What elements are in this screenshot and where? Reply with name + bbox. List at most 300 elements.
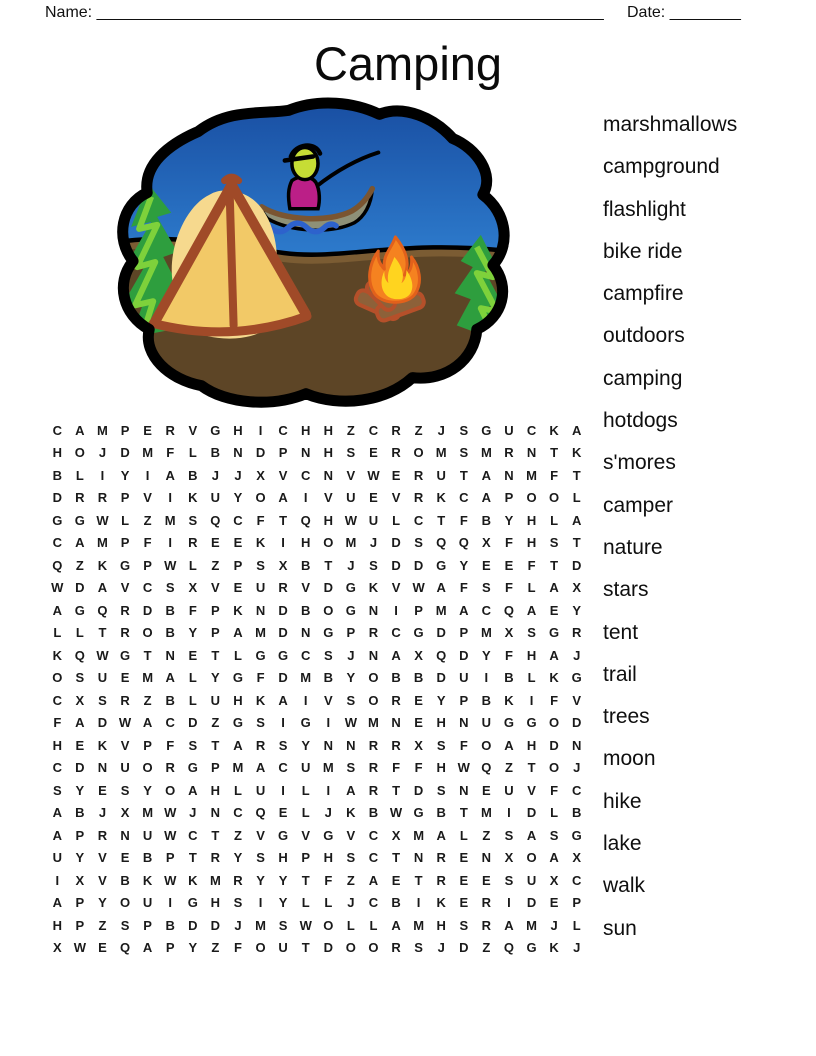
grid-letter: S: [504, 872, 514, 888]
grid-letter: G: [119, 557, 131, 573]
grid-letter: V: [143, 490, 152, 506]
grid-letter: R: [120, 625, 130, 641]
grid-letter: P: [278, 445, 288, 461]
grid-letter: T: [459, 467, 468, 483]
grid-letter: A: [346, 782, 356, 798]
grid-letter: F: [166, 445, 175, 461]
word-item: hike: [603, 789, 642, 813]
grid-letter: R: [413, 467, 424, 483]
grid-letter: F: [459, 512, 468, 528]
grid-letter: H: [233, 692, 243, 708]
grid-letter: B: [323, 670, 333, 686]
grid-letter: D: [459, 647, 469, 663]
grid-letter: F: [504, 647, 513, 663]
grid-letter: A: [549, 580, 559, 596]
grid-letter: K: [255, 692, 266, 708]
grid-letter: Y: [188, 625, 198, 641]
grid-letter: M: [232, 760, 244, 776]
grid-letter: X: [504, 850, 514, 866]
grid-letter: U: [210, 490, 221, 506]
grid-letter: N: [210, 805, 221, 821]
grid-letter: J: [437, 940, 445, 956]
grid-letter: A: [75, 422, 85, 438]
grid-letter: J: [550, 917, 558, 933]
grid-letter: V: [323, 692, 333, 708]
grid-letter: C: [391, 625, 401, 641]
grid-letter: T: [279, 512, 288, 528]
grid-letter: E: [459, 850, 469, 866]
grid-letter: G: [278, 647, 289, 663]
grid-letter: J: [347, 895, 355, 911]
grid-letter: U: [52, 850, 62, 866]
grid-letter: N: [391, 715, 401, 731]
grid-letter: E: [98, 782, 107, 798]
grid-letter: D: [526, 805, 537, 821]
grid-letter: V: [391, 490, 401, 506]
grid-letter: G: [119, 647, 131, 663]
grid-letter: R: [165, 760, 175, 776]
grid-letter: P: [75, 827, 85, 843]
grid-letter: S: [52, 782, 62, 798]
grid-letter: I: [507, 895, 511, 911]
grid-letter: Y: [504, 512, 514, 528]
grid-letter: H: [210, 782, 221, 798]
grid-letter: A: [233, 625, 243, 641]
grid-letter: S: [459, 445, 469, 461]
grid-letter: Q: [436, 647, 447, 663]
word-item: marshmallows: [603, 113, 738, 136]
grid-letter: L: [188, 670, 197, 686]
grid-letter: W: [164, 557, 177, 573]
grid-letter: Z: [504, 760, 513, 776]
grid-letter: G: [526, 715, 537, 731]
grid-letter: K: [368, 580, 379, 596]
grid-letter: N: [165, 647, 175, 663]
grid-letter: D: [323, 940, 333, 956]
grid-letter: M: [345, 535, 357, 551]
date-blank-line: ________: [669, 4, 741, 21]
grid-letter: Q: [300, 512, 311, 528]
name-blank-line: _________________________________________________________: [96, 4, 604, 21]
grid-letter: S: [188, 512, 198, 528]
grid-letter: M: [255, 917, 266, 933]
grid-letter: W: [389, 805, 403, 821]
date-field-group: [627, 4, 741, 22]
grid-letter: R: [481, 917, 492, 933]
grid-letter: U: [142, 827, 153, 843]
grid-letter: D: [391, 535, 401, 551]
grid-letter: M: [322, 760, 334, 776]
grid-letter: V: [301, 580, 311, 596]
grid-letter: K: [436, 490, 446, 506]
grid-letter: K: [188, 490, 198, 506]
grid-letter: V: [188, 422, 198, 438]
grid-letter: G: [571, 670, 582, 686]
grid-letter: M: [164, 512, 176, 528]
grid-letter: I: [326, 715, 331, 731]
grid-letter: S: [436, 782, 446, 798]
grid-letter: P: [165, 940, 175, 956]
grid-letter: P: [211, 602, 220, 618]
grid-letter: E: [504, 557, 514, 573]
word-item: lake: [603, 832, 642, 856]
grid-letter: Y: [233, 850, 243, 866]
grid-letter: D: [323, 580, 333, 596]
grid-letter: Y: [482, 647, 491, 663]
grid-letter: W: [457, 760, 470, 776]
grid-letter: G: [549, 625, 560, 641]
grid-letter: I: [484, 670, 489, 686]
grid-letter: R: [165, 422, 175, 438]
grid-letter: C: [301, 467, 311, 483]
grid-letter: E: [549, 895, 559, 911]
grid-letter: G: [52, 512, 63, 528]
grid-letter: C: [52, 760, 62, 776]
grid-letter: N: [368, 647, 379, 663]
grid-letter: U: [346, 490, 356, 506]
grid-letter: E: [459, 872, 469, 888]
grid-letter: R: [255, 737, 266, 753]
grid-letter: P: [120, 422, 130, 438]
grid-letter: B: [52, 467, 62, 483]
grid-letter: H: [52, 737, 62, 753]
grid-letter: W: [164, 827, 177, 843]
grid-letter: V: [120, 580, 130, 596]
grid-letter: Z: [98, 917, 107, 933]
grid-letter: S: [504, 827, 514, 843]
grid-letter: U: [255, 580, 266, 596]
grid-letter: S: [549, 827, 559, 843]
grid-letter: R: [436, 850, 446, 866]
grid-letter: W: [51, 580, 64, 596]
grid-letter: V: [346, 827, 356, 843]
grid-letter: C: [233, 805, 243, 821]
grid-letter: X: [188, 580, 198, 596]
grid-letter: U: [142, 895, 153, 911]
grid-letter: K: [97, 737, 108, 753]
grid-letter: A: [142, 715, 153, 731]
grid-letter: Z: [482, 940, 491, 956]
grid-letter: P: [143, 557, 152, 573]
grid-letter: Y: [459, 557, 469, 573]
grid-letter: P: [75, 895, 85, 911]
grid-letter: T: [98, 625, 107, 641]
grid-letter: L: [346, 917, 355, 933]
grid-letter: D: [188, 715, 198, 731]
word-item: moon: [603, 747, 656, 771]
grid-letter: C: [368, 895, 379, 911]
grid-letter: Y: [98, 895, 107, 911]
grid-letter: M: [142, 805, 154, 821]
grid-letter: I: [145, 467, 150, 483]
grid-letter: H: [233, 422, 243, 438]
word-item: stars: [603, 578, 649, 602]
grid-letter: B: [391, 895, 401, 911]
grid-letter: A: [549, 647, 559, 663]
grid-letter: F: [324, 872, 333, 888]
grid-letter: C: [301, 647, 311, 663]
grid-letter: Q: [481, 760, 492, 776]
grid-letter: K: [142, 872, 153, 888]
grid-letter: X: [120, 805, 130, 821]
grid-letter: O: [345, 940, 356, 956]
grid-letter: X: [414, 737, 423, 753]
grid-letter: H: [436, 760, 446, 776]
grid-letter: R: [413, 490, 424, 506]
grid-letter: C: [142, 580, 153, 596]
grid-letter: Y: [75, 850, 85, 866]
grid-letter: T: [392, 850, 401, 866]
grid-letter: V: [301, 827, 311, 843]
grid-letter: O: [526, 850, 537, 866]
grid-letter: P: [120, 535, 130, 551]
grid-letter: R: [120, 692, 130, 708]
grid-letter: Y: [572, 602, 582, 618]
grid-letter: B: [165, 625, 175, 641]
grid-letter: E: [369, 445, 378, 461]
grid-letter: B: [504, 670, 514, 686]
grid-letter: O: [549, 715, 560, 731]
grid-letter: M: [209, 872, 221, 888]
grid-letter: U: [526, 872, 537, 888]
grid-letter: D: [255, 445, 266, 461]
grid-letter: I: [326, 782, 331, 798]
grid-letter: L: [53, 625, 62, 641]
grid-letter: D: [75, 760, 85, 776]
grid-letter: B: [301, 557, 311, 573]
grid-letter: A: [165, 670, 175, 686]
grid-letter: S: [256, 715, 265, 731]
grid-letter: T: [572, 467, 581, 483]
grid-letter: A: [436, 580, 446, 596]
grid-letter: Y: [256, 872, 265, 888]
grid-letter: S: [323, 647, 333, 663]
grid-letter: P: [414, 602, 423, 618]
grid-letter: H: [323, 850, 333, 866]
grid-letter: Z: [346, 872, 355, 888]
grid-letter: R: [391, 940, 401, 956]
grid-letter: R: [368, 782, 379, 798]
grid-letter: P: [346, 625, 356, 641]
grid-letter: G: [210, 422, 221, 438]
grid-letter: B: [120, 872, 130, 888]
grid-letter: Z: [346, 422, 355, 438]
grid-letter: S: [414, 535, 423, 551]
grid-letter: V: [120, 737, 130, 753]
grid-letter: I: [168, 490, 173, 506]
grid-letter: P: [301, 850, 311, 866]
grid-letter: E: [278, 805, 288, 821]
grid-letter: C: [52, 692, 62, 708]
grid-letter: X: [391, 827, 401, 843]
grid-letter: J: [324, 805, 332, 821]
grid-letter: H: [526, 512, 537, 528]
grid-letter: A: [391, 647, 401, 663]
grid-letter: T: [459, 805, 468, 821]
grid-letter: D: [572, 715, 582, 731]
grid-letter: J: [211, 467, 219, 483]
grid-letter: B: [413, 670, 424, 686]
grid-letter: E: [482, 782, 491, 798]
grid-letter: P: [211, 760, 220, 776]
word-item: outdoors: [603, 324, 685, 348]
grid-letter: G: [255, 647, 266, 663]
grid-letter: V: [278, 467, 288, 483]
grid-letter: S: [165, 580, 175, 596]
name-label: Name:: [45, 4, 93, 21]
grid-letter: F: [256, 670, 265, 686]
grid-letter: E: [98, 940, 107, 956]
grid-letter: E: [120, 670, 130, 686]
grid-letter: U: [504, 782, 514, 798]
grid-letter: R: [391, 692, 401, 708]
grid-letter: R: [481, 895, 492, 911]
grid-letter: R: [391, 445, 401, 461]
grid-letter: W: [164, 805, 177, 821]
grid-letter: Q: [503, 602, 515, 618]
grid-letter: N: [301, 625, 311, 641]
grid-letter: S: [346, 850, 356, 866]
grid-letter: L: [459, 827, 468, 843]
grid-letter: G: [323, 827, 334, 843]
grid-letter: A: [52, 602, 62, 618]
grid-letter: S: [278, 737, 288, 753]
grid-letter: E: [369, 490, 378, 506]
grid-letter: J: [347, 647, 355, 663]
grid-letter: F: [504, 580, 513, 596]
grid-letter: A: [165, 467, 175, 483]
grid-letter: K: [549, 422, 559, 438]
grid-letter: T: [211, 827, 220, 843]
grid-letter: A: [188, 782, 198, 798]
grid-letter: S: [278, 917, 288, 933]
grid-letter: O: [323, 535, 334, 551]
grid-letter: O: [52, 670, 63, 686]
grid-letter: I: [507, 805, 511, 821]
grid-letter: L: [527, 580, 536, 596]
grid-letter: R: [97, 490, 108, 506]
grid-letter: D: [459, 940, 469, 956]
word-item: nature: [603, 535, 663, 559]
grid-letter: N: [346, 737, 356, 753]
grid-letter: B: [572, 805, 582, 821]
grid-letter: M: [435, 445, 447, 461]
grid-letter: I: [303, 692, 308, 708]
grid-letter: Q: [436, 535, 447, 551]
grid-letter: Q: [52, 557, 63, 573]
grid-letter: L: [233, 782, 242, 798]
word-item: hotdogs: [603, 409, 678, 433]
grid-letter: S: [75, 670, 85, 686]
grid-letter: U: [368, 512, 379, 528]
grid-letter: A: [391, 917, 401, 933]
grid-letter: P: [143, 917, 152, 933]
grid-letter: D: [75, 580, 85, 596]
grid-letter: J: [98, 805, 107, 821]
grid-letter: N: [323, 467, 333, 483]
grid-letter: G: [503, 715, 515, 731]
grid-letter: C: [165, 715, 175, 731]
grid-letter: K: [188, 872, 198, 888]
grid-letter: Y: [278, 872, 288, 888]
grid-letter: Y: [211, 670, 220, 686]
grid-letter: Z: [414, 422, 423, 438]
grid-letter: Y: [278, 895, 288, 911]
grid-letter: D: [572, 557, 582, 573]
grid-letter: M: [368, 715, 379, 731]
grid-letter: T: [550, 557, 559, 573]
page-title: Camping: [313, 37, 503, 90]
grid-letter: X: [414, 647, 423, 663]
grid-letter: Q: [503, 940, 515, 956]
grid-letter: K: [572, 445, 582, 461]
grid-letter: T: [301, 940, 310, 956]
grid-letter: G: [323, 625, 334, 641]
grid-letter: A: [526, 602, 537, 618]
grid-letter: L: [301, 805, 310, 821]
grid-letter: R: [188, 535, 198, 551]
grid-letter: V: [346, 467, 356, 483]
grid-letter: S: [549, 535, 559, 551]
grid-letter: M: [142, 670, 154, 686]
grid-letter: X: [572, 580, 582, 596]
grid-letter: D: [549, 737, 559, 753]
grid-letter: A: [255, 760, 266, 776]
grid-letter: H: [52, 445, 62, 461]
grid-letter: A: [572, 512, 582, 528]
grid-letter: L: [572, 490, 581, 506]
word-item: tent: [603, 620, 639, 644]
grid-letter: H: [323, 422, 333, 438]
grid-letter: J: [189, 805, 197, 821]
camping-scene-illustration: [113, 96, 515, 410]
word-item: campfire: [603, 282, 684, 306]
grid-letter: P: [572, 895, 582, 911]
grid-letter: H: [436, 715, 446, 731]
grid-letter: L: [550, 512, 559, 528]
grid-letter: W: [118, 715, 132, 731]
grid-letter: D: [142, 602, 153, 618]
grid-letter: Z: [75, 557, 84, 573]
grid-letter: C: [526, 422, 537, 438]
grid-letter: R: [97, 827, 108, 843]
grid-letter: A: [368, 872, 379, 888]
grid-letter: O: [368, 940, 379, 956]
grid-letter: E: [482, 557, 491, 573]
grid-letter: A: [504, 737, 514, 753]
grid-letter: H: [436, 917, 446, 933]
grid-letter: V: [572, 692, 582, 708]
grid-letter: Z: [143, 692, 152, 708]
grid-letter: J: [573, 647, 581, 663]
grid-letter: N: [97, 760, 108, 776]
grid-letter: A: [278, 692, 288, 708]
grid-letter: O: [368, 692, 379, 708]
grid-letter: F: [392, 760, 401, 776]
grid-letter: S: [527, 625, 536, 641]
grid-letter: L: [324, 895, 333, 911]
grid-letter: G: [300, 715, 311, 731]
grid-letter: M: [97, 535, 108, 551]
grid-letter: I: [281, 782, 285, 798]
word-item: s'mores: [603, 451, 676, 475]
grid-letter: G: [436, 557, 447, 573]
grid-letter: O: [323, 602, 334, 618]
grid-letter: X: [572, 850, 582, 866]
grid-letter: I: [258, 895, 263, 911]
grid-letter: D: [391, 557, 401, 573]
grid-letter: H: [301, 535, 311, 551]
